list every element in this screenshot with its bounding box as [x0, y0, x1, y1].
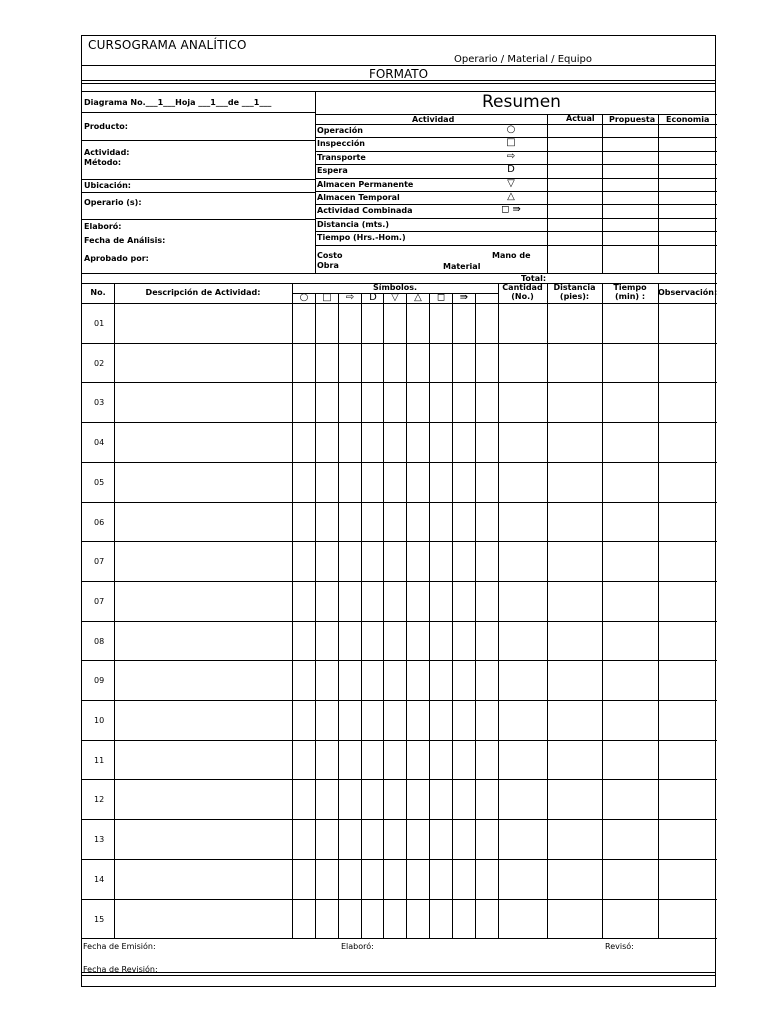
- divider: [547, 283, 548, 938]
- table-row[interactable]: [82, 621, 717, 622]
- total-label: Total:: [521, 274, 547, 283]
- form-sheet: [81, 35, 716, 987]
- divider: [315, 91, 316, 273]
- divider: [383, 293, 384, 938]
- divider: [658, 114, 659, 273]
- col-symbols-header: Símbolos.: [372, 283, 418, 292]
- row-number: 02: [94, 358, 105, 368]
- double-divider: [82, 972, 715, 976]
- symbol-icon: D: [369, 292, 377, 303]
- row-number: 07: [94, 596, 105, 606]
- table-row[interactable]: [82, 541, 717, 542]
- summary-row-label: Tiempo (Hrs.-Hom.): [317, 233, 406, 243]
- issue-date-label: Fecha de Emisión:: [83, 942, 156, 951]
- summary-symbol-icon: □: [506, 137, 516, 149]
- summary-symbol-icon: D: [507, 164, 515, 176]
- divider: [82, 65, 715, 66]
- table-row[interactable]: [82, 899, 717, 900]
- divider: [475, 293, 476, 938]
- form-title: CURSOGRAMA ANALÍTICO: [88, 38, 247, 52]
- summary-row-label: Distancia (mts.): [317, 219, 390, 229]
- format-label: FORMATO: [368, 67, 429, 81]
- divider: [315, 245, 717, 246]
- prepared-by-field[interactable]: Elaboró:: [84, 222, 122, 231]
- summary-col-activity: Actividad: [412, 115, 455, 124]
- symbol-icon: ⇛: [459, 292, 469, 303]
- summary-row-label: Transporte: [317, 152, 366, 162]
- row-number: 05: [94, 477, 105, 487]
- divider: [452, 293, 453, 938]
- divider: [82, 91, 715, 92]
- labor-label: Mano de: [492, 251, 531, 260]
- symbol-icon: △: [414, 292, 422, 303]
- table-row[interactable]: [82, 502, 717, 503]
- col-time-header: Tiempo (min) :: [613, 283, 647, 301]
- row-number: 14: [94, 874, 105, 884]
- table-row[interactable]: [82, 422, 717, 423]
- summary-row-label: Espera: [317, 166, 348, 176]
- row-number: 04: [94, 438, 105, 448]
- row-number: 08: [94, 636, 105, 646]
- table-row[interactable]: [82, 382, 717, 383]
- table-row[interactable]: [82, 343, 717, 344]
- divider: [82, 179, 315, 180]
- table-row[interactable]: [82, 660, 717, 661]
- summary-row-label: Almacen Permanente: [317, 179, 414, 189]
- col-distance-header: Distancia (pies):: [553, 283, 596, 301]
- divider: [82, 303, 717, 304]
- table-row[interactable]: [82, 859, 717, 860]
- divider: [602, 283, 603, 938]
- revision-date-label: Fecha de Revisión:: [83, 965, 158, 974]
- symbol-icon: ◻: [436, 292, 446, 303]
- reviewed-label: Revisó:: [605, 942, 634, 951]
- row-number: 01: [94, 319, 105, 328]
- approved-by-field[interactable]: Aprobado por:: [84, 254, 149, 263]
- diagram-number-field[interactable]: Diagrama No.___1___Hoja ___1___de ___1___: [84, 98, 272, 107]
- form-subtitle: Operario / Material / Equipo: [454, 54, 592, 65]
- divider: [82, 112, 315, 113]
- material-label: Material: [443, 262, 481, 271]
- divider: [315, 114, 717, 115]
- symbol-icon: ⇨: [345, 292, 355, 303]
- divider: [82, 273, 717, 274]
- divider: [406, 293, 407, 938]
- summary-title: Resumen: [482, 92, 561, 112]
- symbol-icon: ▽: [391, 292, 399, 303]
- divider: [338, 293, 339, 938]
- divider: [315, 293, 316, 938]
- location-field[interactable]: Ubicación:: [84, 181, 131, 190]
- divider: [82, 140, 315, 141]
- col-description-header: Descripción de Actividad:: [145, 288, 261, 297]
- divider: [429, 293, 430, 938]
- summary-row-label: Almacen Temporal: [317, 193, 400, 202]
- table-row[interactable]: [82, 700, 717, 701]
- operator-field[interactable]: Operario (s):: [84, 198, 142, 207]
- divider: [547, 124, 717, 125]
- divider: [602, 114, 603, 273]
- divider: [82, 192, 315, 193]
- double-divider: [82, 80, 715, 84]
- divider: [547, 114, 548, 273]
- summary-symbol-icon: △: [507, 191, 515, 202]
- divider: [315, 231, 717, 232]
- summary-row-label: Operación: [317, 126, 363, 135]
- divider: [658, 283, 659, 938]
- row-number: 10: [94, 716, 105, 725]
- table-row[interactable]: [82, 938, 717, 939]
- col-no-header: No.: [90, 288, 106, 297]
- summary-col-actual: Actual: [566, 114, 595, 123]
- row-number: 03: [94, 398, 105, 408]
- product-field[interactable]: Producto:: [84, 122, 128, 131]
- activity-field[interactable]: Actividad:: [84, 148, 130, 157]
- summary-symbol-icon: ▽: [507, 177, 515, 189]
- row-number: 13: [94, 835, 105, 845]
- table-row[interactable]: [82, 462, 717, 463]
- row-number: 15: [94, 914, 105, 924]
- analysis-date-field[interactable]: Fecha de Análisis:: [84, 236, 166, 245]
- table-row[interactable]: [82, 581, 717, 582]
- divider: [114, 283, 115, 938]
- row-number: 12: [94, 795, 105, 805]
- method-field[interactable]: Método:: [84, 158, 122, 167]
- table-row[interactable]: [82, 779, 717, 780]
- cost-label: Costo: [317, 251, 343, 260]
- divider: [315, 218, 717, 219]
- summary-symbol-icon: ○: [506, 124, 516, 135]
- col-quantity-header: Cantidad (No.): [502, 283, 543, 301]
- row-number: 11: [94, 755, 105, 765]
- divider: [82, 219, 315, 220]
- summary-col-proposed: Propuesta: [609, 115, 656, 124]
- summary-row-label: Actividad Combinada: [317, 206, 413, 216]
- col-observation-header: Observación:: [658, 288, 718, 297]
- symbol-icon: ○: [299, 292, 309, 303]
- summary-symbol-icon: ◻ ⇛: [501, 204, 521, 216]
- row-number: 09: [94, 676, 105, 686]
- row-number: 07: [94, 557, 105, 567]
- summary-row-label: Inspección: [317, 139, 366, 149]
- divider: [498, 283, 499, 938]
- work-label: Obra: [317, 261, 339, 270]
- footer-prepared-label: Elaboró:: [341, 942, 374, 951]
- divider: [292, 283, 293, 938]
- table-row[interactable]: [82, 740, 717, 741]
- row-number: 06: [94, 517, 105, 527]
- summary-symbol-icon: ⇨: [506, 150, 516, 162]
- divider: [361, 293, 362, 938]
- symbol-icon: □: [322, 292, 332, 303]
- summary-col-economy: Economia: [666, 115, 710, 124]
- table-row[interactable]: [82, 819, 717, 820]
